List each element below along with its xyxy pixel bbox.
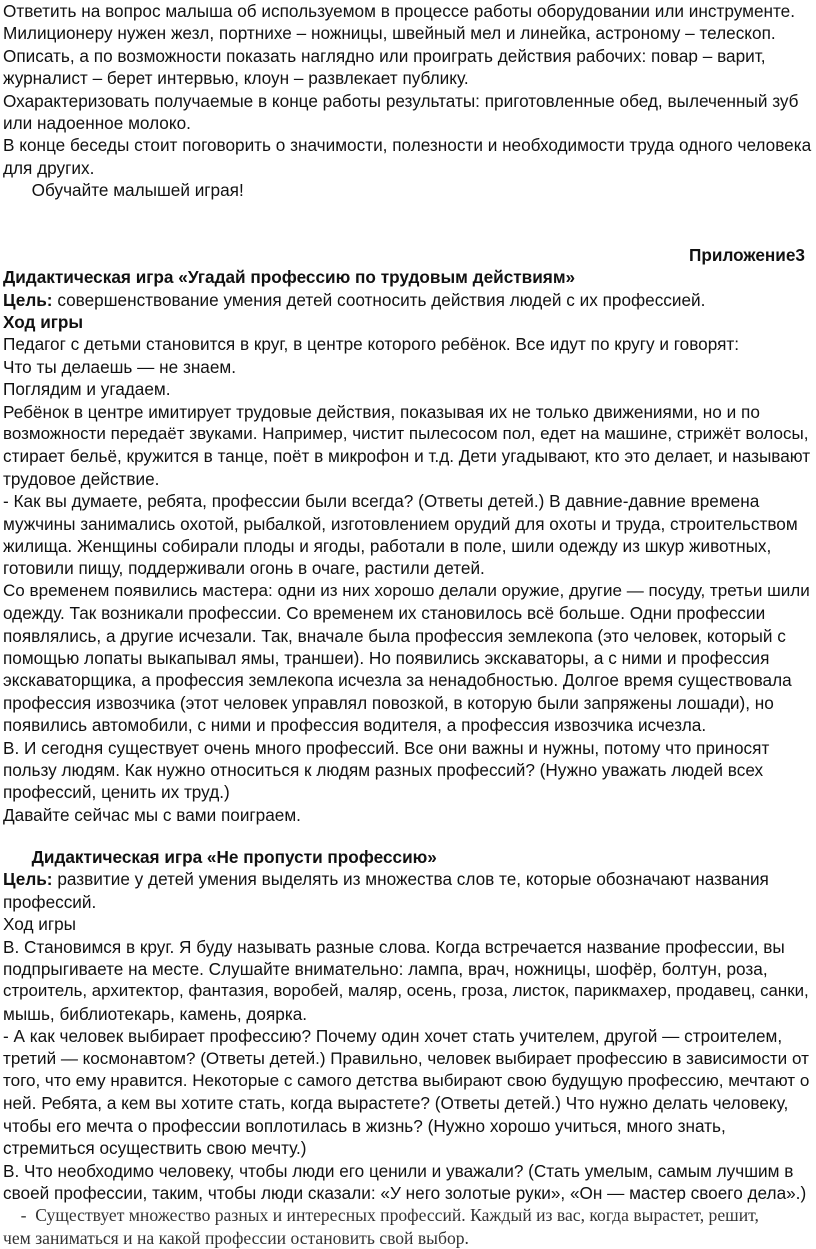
game1-body-line: мужчины занимались охотой, рыбалкой, изготовлением орудий для охоты и труда, строительством [3,513,798,534]
game1-title: Дидактическая игра «Угадай профессию по трудовым действиям» [3,267,576,288]
game2-body-line: В. Становимся в круг. Я буду называть разные слова. Когда встречается название профессии, вы [3,936,785,957]
game1-body-line: Что ты делаешь — не знаем. [3,356,237,377]
game1-body-line: помощью лопаты выкапывал ямы, траншеи). Но появились экскаваторы, а с ними и профессия [3,647,770,668]
game1-body-line: готовили пищу, поддерживали огонь в очаге, растили детей. [3,558,485,579]
intro-line: Охарактеризовать получаемые в конце работы результаты: приготовленные обед, вылеченный зуб [3,90,799,111]
game1-body-line: одежду. Так возникали профессии. Со временем их становилось всё больше. Одни профессии [3,603,766,624]
game1-body-line: профессий, ценить их труд.) [3,782,230,803]
game2-body-line: мышь, библиотекарь, камень, доярка. [3,1003,308,1024]
game1-body-line: Педагог с детьми становится в круг, в центре которого ребёнок. Все идут по кругу и говорят: [3,334,740,355]
game2-section [3,846,813,1249]
game1-body-line: профессия извозчика (этот человек управлял повозкой, в которую были запряжены лошади), но [3,692,774,713]
game2-body-line: чтобы его мечта о профессии воплотилась в жизнь? (Нужно хорошо учиться, много знать, [3,1115,726,1136]
appendix-label: Приложение3 [689,244,805,265]
spacer [3,224,813,244]
intro-line: или надоенное молоко. [3,112,191,133]
goal-label: Цель: [3,289,53,310]
intro-line: В конце беседы стоит поговорить о значимости, полезности и необходимости труда одного человека [3,135,812,156]
game2-body-line: В. Что необходимо человеку, чтобы люди его ценили и уважали? (Стать умелым, самым лучшим в [3,1160,794,1181]
game2-closing-line: - Существует множество разных и интересных профессий. Каждый из вас, когда вырастет, решит, [3,1205,759,1226]
game1-goal [3,289,813,311]
game1-body-line: пользу людям. Как нужно относиться к людям разных профессий? (Нужно уважать людей всех [3,759,764,780]
game2-body-line: своей профессии, таким, чтобы люди сказали: «У него золотые руки», «Он — мастер своего дела».) [3,1182,807,1203]
game1-body-line: Ребёнок в центре имитирует трудовые действия, показывая их не только движениями, но и по [3,401,760,422]
spacer [3,826,813,846]
game1-body-line: стирает бельё, кружится в танце, поёт в микрофон и т.д. Дети угадывают, кто это делает, и называют [3,446,811,467]
game2-body-line: того, что ему нравится. Некоторые с самого детства выбирают свою будущую профессию, мечтают о [3,1070,810,1090]
intro-line: Милиционеру нужен жезл, портнихе – ножницы, швейный мел и линейка, астроному – телескоп. [3,23,776,44]
intro-line: Обучайте малышей играя! [3,180,244,201]
intro-line: Ответить на вопрос малыша об используемом в процессе работы оборудовании или инструменте. [3,1,796,21]
game2-body-line: ней. Ребята, а кем вы хотите стать, когда вырастете? (Ответы детей.) Что нужно делать человеку, [3,1093,789,1114]
game1-body-line: В. И сегодня существует очень много профессий. Все они важны и нужны, потому что приносят [3,737,770,758]
game1-body-line: Поглядим и угадаем. [3,379,171,400]
game2-body-line: стремиться осуществить свою мечту.) [3,1138,307,1159]
goal-text: совершенствование умения детей соотносить действия людей с их профессией. [52,289,706,310]
game2-body-line: третий — космонавтом? (Ответы детей.) Правильно, человек выбирает профессию в зависимости от [3,1048,809,1068]
game1-body-line: экскаваторщика, а профессия землекопа исчезла за ненадобностью. Долгое время существовала [3,670,792,691]
intro-section [3,0,813,202]
game2-title: Дидактическая игра «Не пропусти профессию» [3,847,437,868]
game1-body-line: жилища. Женщины собирали плоды и ягоды, работали в поле, шили одежду из шкур животных, [3,535,772,556]
game2-body-line: подпрыгиваете на месте. Слушайте внимательно: лампа, врач, ножницы, шофёр, болтун, роза, [3,959,768,980]
goal-label: Цель: [3,869,53,890]
intro-line: Описать, а по возможности показать наглядно или проиграть действия рабочих: повар – варит, [3,45,766,66]
game2-course-label: Ход игры [3,914,77,935]
spacer [3,202,813,224]
goal-text: развитие у детей умения выделять из множества слов те, которые обозначают названия [52,869,769,890]
game2-goal [3,868,813,890]
game2-body-line: строитель, архитектор, фантазия, воробей, маляр, осень, гроза, листок, парикмахер, продавец, санки, [3,981,809,1001]
game2-body-line: - А как человек выбирает профессию? Почему один хочет стать учителем, другой — строителем, [3,1026,783,1047]
game1-body-line: Давайте сейчас мы с вами поиграем. [3,804,301,825]
intro-line: для других. [3,157,95,178]
game1-body-line: Со временем появились мастера: одни из них хорошо делали оружие, другие — посуду, третьи шили [3,580,810,600]
game1-body-line: появились автомобили, с ними и профессия водителя, а профессия извозчика исчезла. [3,715,707,736]
game1-section [3,266,813,826]
game1-body-line: трудовое действие. [3,468,160,489]
game1-body-line: - Как вы думаете, ребята, профессии были всегда? (Ответы детей.) В давние-давние времена [3,491,760,512]
game1-body-line: возможности передаёт звуками. Например, чистит пылесосом пол, едет на машине, стрижёт волосы, [3,424,809,444]
game2-closing-line: чем заниматься и на какой профессии остановить свой выбор. [3,1227,469,1248]
game1-body-line: появлялись, а другие исчезали. Так, вначале была профессия землекопа (это человек, который с [3,625,786,646]
intro-line: журналист – берет интервью, клоун – развлекает публику. [3,68,469,89]
game2-goal-continued: профессий. [3,891,97,912]
game1-course-label: Ход игры [3,312,84,333]
